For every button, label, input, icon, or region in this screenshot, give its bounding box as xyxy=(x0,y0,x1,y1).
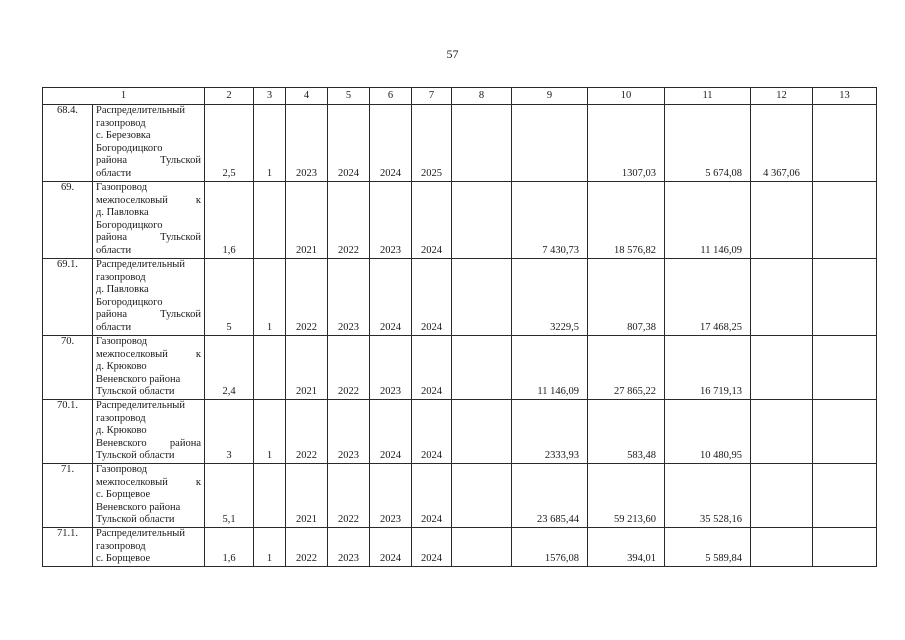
cell-col3: 1 xyxy=(254,400,286,464)
object-name-line: Богородицкого xyxy=(96,296,163,308)
object-name-line: с. Борщевое xyxy=(96,489,151,501)
cell-col9: 23 685,44 xyxy=(512,464,588,528)
object-name-line: д. Крюково xyxy=(96,425,147,437)
cell-year-6: 2023 xyxy=(370,464,412,528)
object-name-line: Тульской области xyxy=(96,514,175,526)
cell-col3: 1 xyxy=(254,105,286,182)
object-name-line: межпоселковый к xyxy=(96,476,201,488)
column-header: 9 xyxy=(512,88,588,105)
cell-col9: 2333,93 xyxy=(512,400,588,464)
cell-col13 xyxy=(813,105,877,182)
object-name-line: Газопровод xyxy=(96,182,148,193)
column-header: 1 xyxy=(43,88,205,105)
cell-length: 1,6 xyxy=(205,528,254,567)
column-header: 3 xyxy=(254,88,286,105)
cell-col8 xyxy=(452,464,512,528)
cell-col10: 59 213,60 xyxy=(588,464,665,528)
cell-col13 xyxy=(813,400,877,464)
column-header: 8 xyxy=(452,88,512,105)
cell-length: 5,1 xyxy=(205,464,254,528)
cell-col3: 1 xyxy=(254,259,286,336)
object-name-line: Богородицкого xyxy=(96,142,163,154)
cell-year-5: 2023 xyxy=(328,528,370,567)
cell-col11: 17 468,25 xyxy=(665,259,751,336)
column-header: 7 xyxy=(412,88,452,105)
object-name-line: Веневского района xyxy=(96,501,181,513)
cell-year-start: 2023 xyxy=(286,105,328,182)
object-name xyxy=(93,259,205,336)
cell-col12 xyxy=(751,182,813,259)
object-name-line: газопровод xyxy=(96,117,146,129)
cell-col12 xyxy=(751,336,813,400)
object-name-line: Распределительный xyxy=(96,528,185,539)
column-header: 4 xyxy=(286,88,328,105)
cell-year-6: 2024 xyxy=(370,259,412,336)
object-name-line: области xyxy=(96,321,132,333)
cell-col9 xyxy=(512,105,588,182)
table-row xyxy=(43,400,877,464)
cell-col8 xyxy=(452,400,512,464)
cell-col11: 10 480,95 xyxy=(665,400,751,464)
table-row xyxy=(43,259,877,336)
cell-col9: 11 146,09 xyxy=(512,336,588,400)
row-number: 69. xyxy=(43,182,93,259)
cell-col10: 394,01 xyxy=(588,528,665,567)
cell-year-5: 2023 xyxy=(328,259,370,336)
object-name-line: Газопровод xyxy=(96,464,148,475)
cell-year-end: 2024 xyxy=(412,400,452,464)
column-header: 10 xyxy=(588,88,665,105)
cell-col8 xyxy=(452,336,512,400)
row-number: 71.1. xyxy=(43,528,93,567)
column-header: 13 xyxy=(813,88,877,105)
object-name xyxy=(93,182,205,259)
cell-col8 xyxy=(452,182,512,259)
cell-col12 xyxy=(751,464,813,528)
cell-col11: 35 528,16 xyxy=(665,464,751,528)
object-name-line: Распределительный xyxy=(96,259,185,270)
cell-year-start: 2021 xyxy=(286,182,328,259)
cell-col3 xyxy=(254,336,286,400)
cell-year-end: 2025 xyxy=(412,105,452,182)
cell-length: 2,4 xyxy=(205,336,254,400)
object-name-line: Веневского района xyxy=(96,437,201,449)
table-row xyxy=(43,105,877,182)
object-name-line: д. Павловка xyxy=(96,207,149,219)
object-name-line: района Тульской xyxy=(96,309,201,321)
table-header-row xyxy=(43,88,877,105)
object-name-line: области xyxy=(96,244,132,256)
object-name xyxy=(93,336,205,400)
object-name-line: района Тульской xyxy=(96,155,201,167)
table-row xyxy=(43,336,877,400)
table-row xyxy=(43,182,877,259)
cell-year-end: 2024 xyxy=(412,528,452,567)
cell-year-5: 2024 xyxy=(328,105,370,182)
cell-col13 xyxy=(813,336,877,400)
object-name-line: межпоселковый к xyxy=(96,348,201,360)
cell-year-end: 2024 xyxy=(412,182,452,259)
cell-year-5: 2022 xyxy=(328,182,370,259)
object-name-line: Тульской области xyxy=(96,386,175,398)
cell-year-start: 2022 xyxy=(286,400,328,464)
object-name-line: межпоселковый к xyxy=(96,194,201,206)
cell-length: 2,5 xyxy=(205,105,254,182)
cell-col8 xyxy=(452,105,512,182)
object-name-line: с. Борщевое xyxy=(96,553,151,565)
cell-year-start: 2022 xyxy=(286,528,328,567)
column-header: 5 xyxy=(328,88,370,105)
cell-col10: 18 576,82 xyxy=(588,182,665,259)
object-name-line: газопровод xyxy=(96,540,146,552)
cell-col11: 5 589,84 xyxy=(665,528,751,567)
column-header: 6 xyxy=(370,88,412,105)
cell-year-5: 2023 xyxy=(328,400,370,464)
column-header: 2 xyxy=(205,88,254,105)
table-row xyxy=(43,528,877,567)
page-number: 57 xyxy=(446,47,459,61)
cell-col12 xyxy=(751,400,813,464)
object-name-line: д. Павловка xyxy=(96,284,149,296)
object-name xyxy=(93,400,205,464)
row-number: 71. xyxy=(43,464,93,528)
object-name-line: Распределительный xyxy=(96,105,185,116)
cell-col12 xyxy=(751,528,813,567)
object-name-line: д. Крюково xyxy=(96,361,147,373)
cell-col13 xyxy=(813,464,877,528)
cell-year-start: 2022 xyxy=(286,259,328,336)
cell-col11: 5 674,08 xyxy=(665,105,751,182)
cell-length: 3 xyxy=(205,400,254,464)
cell-col11: 11 146,09 xyxy=(665,182,751,259)
cell-col8 xyxy=(452,259,512,336)
cell-col13 xyxy=(813,528,877,567)
row-number: 70.1. xyxy=(43,400,93,464)
object-name-line: Газопровод xyxy=(96,336,148,347)
gas-pipeline-table xyxy=(42,87,877,567)
cell-col3 xyxy=(254,182,286,259)
cell-col8 xyxy=(452,528,512,567)
cell-col13 xyxy=(813,259,877,336)
cell-col3 xyxy=(254,464,286,528)
cell-col10: 583,48 xyxy=(588,400,665,464)
object-name xyxy=(93,528,205,567)
object-name-line: газопровод xyxy=(96,412,146,424)
row-number: 68.4. xyxy=(43,105,93,182)
object-name xyxy=(93,464,205,528)
object-name-line: Распределительный xyxy=(96,400,185,411)
cell-year-6: 2023 xyxy=(370,336,412,400)
cell-year-5: 2022 xyxy=(328,336,370,400)
object-name-line: области xyxy=(96,167,132,179)
column-header: 11 xyxy=(665,88,751,105)
cell-length: 1,6 xyxy=(205,182,254,259)
cell-year-end: 2024 xyxy=(412,259,452,336)
table-row xyxy=(43,464,877,528)
object-name-line: газопровод xyxy=(96,271,146,283)
object-name xyxy=(93,105,205,182)
object-name-line: района Тульской xyxy=(96,232,201,244)
cell-col10: 1307,03 xyxy=(588,105,665,182)
cell-year-6: 2024 xyxy=(370,528,412,567)
cell-col10: 807,38 xyxy=(588,259,665,336)
cell-col9: 1576,08 xyxy=(512,528,588,567)
cell-year-start: 2021 xyxy=(286,464,328,528)
cell-year-end: 2024 xyxy=(412,336,452,400)
column-header: 12 xyxy=(751,88,813,105)
cell-col3: 1 xyxy=(254,528,286,567)
object-name-line: Тульской области xyxy=(96,450,175,462)
cell-year-6: 2024 xyxy=(370,105,412,182)
cell-col12 xyxy=(751,259,813,336)
cell-length: 5 xyxy=(205,259,254,336)
cell-col9: 7 430,73 xyxy=(512,182,588,259)
cell-col13 xyxy=(813,182,877,259)
cell-year-end: 2024 xyxy=(412,464,452,528)
cell-col9: 3229,5 xyxy=(512,259,588,336)
object-name-line: Богородицкого xyxy=(96,219,163,231)
cell-year-start: 2021 xyxy=(286,336,328,400)
row-number: 69.1. xyxy=(43,259,93,336)
object-name-line: с. Березовка xyxy=(96,130,151,142)
object-name-line: Веневского района xyxy=(96,373,181,385)
cell-year-6: 2023 xyxy=(370,182,412,259)
row-number: 70. xyxy=(43,336,93,400)
cell-year-5: 2022 xyxy=(328,464,370,528)
cell-col11: 16 719,13 xyxy=(665,336,751,400)
cell-col12: 4 367,06 xyxy=(751,105,813,182)
cell-year-6: 2024 xyxy=(370,400,412,464)
cell-col10: 27 865,22 xyxy=(588,336,665,400)
